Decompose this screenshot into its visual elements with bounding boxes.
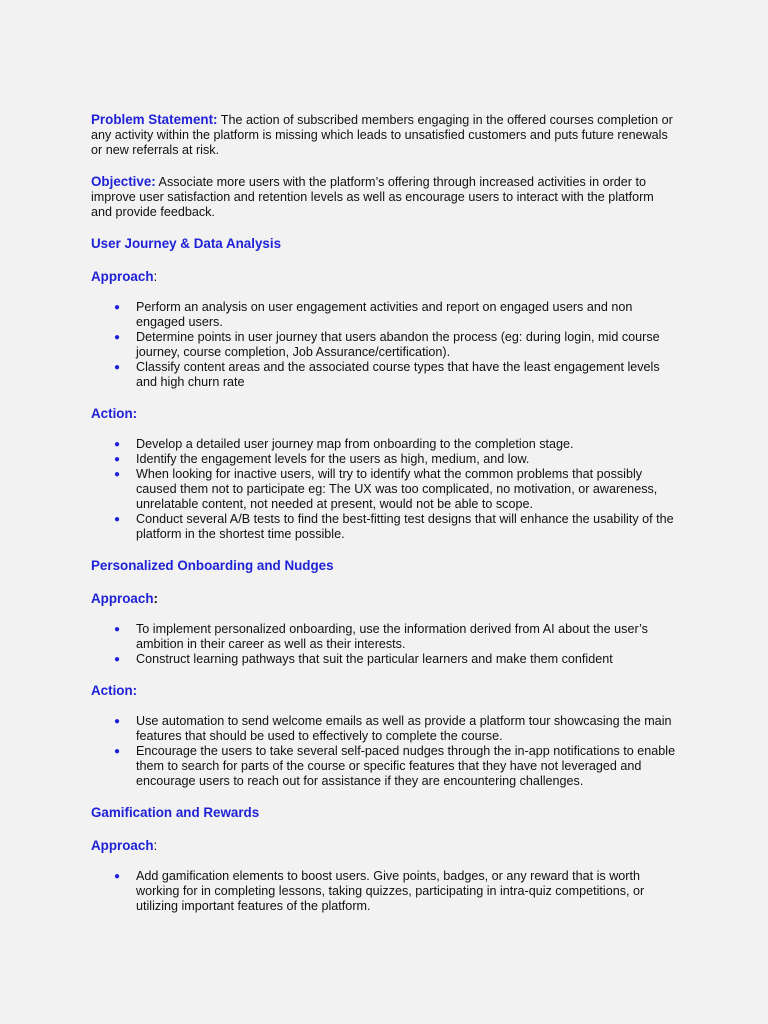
list-item: ● Determine points in user journey that users abandon the process (eg: during login, mid course journey, course completion, Job Assurance/certification). [114, 330, 660, 359]
list-item: ● Classify content areas and the associated course types that have the least engagement levels and high churn rate [114, 360, 660, 389]
approach-heading: Approach: [91, 269, 158, 284]
list-item: ● Identify the engagement levels for the users as high, medium, and low. [114, 452, 530, 466]
section-title: Personalized Onboarding and Nudges [91, 558, 334, 573]
approach-list [91, 869, 678, 914]
bullet-icon: ● [114, 332, 121, 343]
bullet-icon: ● [114, 871, 121, 882]
section-personalized-onboarding [91, 558, 678, 789]
problem-statement-text: The action of subscribed members engaging in the offered courses completion or any activity within the platform is missing which leads to unsatisfied customers and puts future renewals or new referrals at risk. [91, 113, 673, 157]
section-gamification [91, 805, 678, 914]
bullet-icon: ● [114, 746, 121, 757]
objective-label: Objective: [91, 174, 156, 189]
list-item: ● Perform an analysis on user engagement activities and report on engaged users and non engaged users. [114, 300, 633, 329]
list-item: ● Conduct several A/B tests to find the best-fitting test designs that will enhance the usability of the platform in the shortest time possible. [114, 512, 674, 541]
problem-statement-label: Problem Statement: [91, 112, 218, 127]
bullet-icon: ● [114, 654, 121, 665]
bullet-icon: ● [114, 454, 121, 465]
approach-list [91, 300, 678, 390]
bullet-icon: ● [114, 716, 121, 727]
bullet-icon: ● [114, 362, 121, 373]
bullet-icon: ● [114, 439, 121, 450]
bullet-icon: ● [114, 624, 121, 635]
list-item: ● Develop a detailed user journey map from onboarding to the completion stage. [114, 437, 574, 451]
section-title: Gamification and Rewards [91, 805, 260, 820]
approach-heading: Approach: [91, 838, 158, 853]
section-user-journey [91, 236, 678, 542]
objective [91, 174, 678, 220]
section-title: User Journey & Data Analysis [91, 236, 282, 251]
bullet-icon: ● [114, 469, 121, 480]
approach-list [91, 622, 678, 667]
problem-statement [91, 112, 678, 158]
list-item: ● To implement personalized onboarding, use the information derived from AI about the user’s ambition in their career as well as their interests. [114, 622, 648, 651]
list-item: ● Add gamification elements to boost users. Give points, badges, or any reward that is worth working for in completing lessons, taking quizzes, participating in intra-quiz competitions, or utilizing important features of the platform. [114, 869, 645, 913]
bullet-icon: ● [114, 302, 121, 313]
approach-heading: Approach: [91, 591, 158, 606]
list-item: ● Encourage the users to take several self-paced nudges through the in-app notifications to enable them to search for parts of the course or specific features that they have not leveraged and encourage users to reach out for assistance if they are encountering challenges. [114, 744, 676, 788]
objective-text: Associate more users with the platform’s offering through increased activities in order to improve user satisfaction and retention levels as well as encourage users to interact with the platform and provide feedback. [91, 175, 654, 219]
list-item: ● Use automation to send welcome emails as well as provide a platform tour showcasing the main features that should be used to effectively to complete the course. [114, 714, 672, 743]
action-heading: Action: [91, 683, 138, 698]
action-list [91, 437, 678, 542]
action-heading: Action: [91, 406, 138, 421]
action-list [91, 714, 678, 789]
list-item: ● When looking for inactive users, will try to identify what the common problems that possibly caused them not to participate eg: The UX was too complicated, no motivation, or awareness, unrelatable content, not needed at present, would not be able to scope. [114, 467, 658, 511]
list-item: ● Construct learning pathways that suit the particular learners and make them confident [114, 652, 613, 666]
bullet-icon: ● [114, 514, 121, 525]
